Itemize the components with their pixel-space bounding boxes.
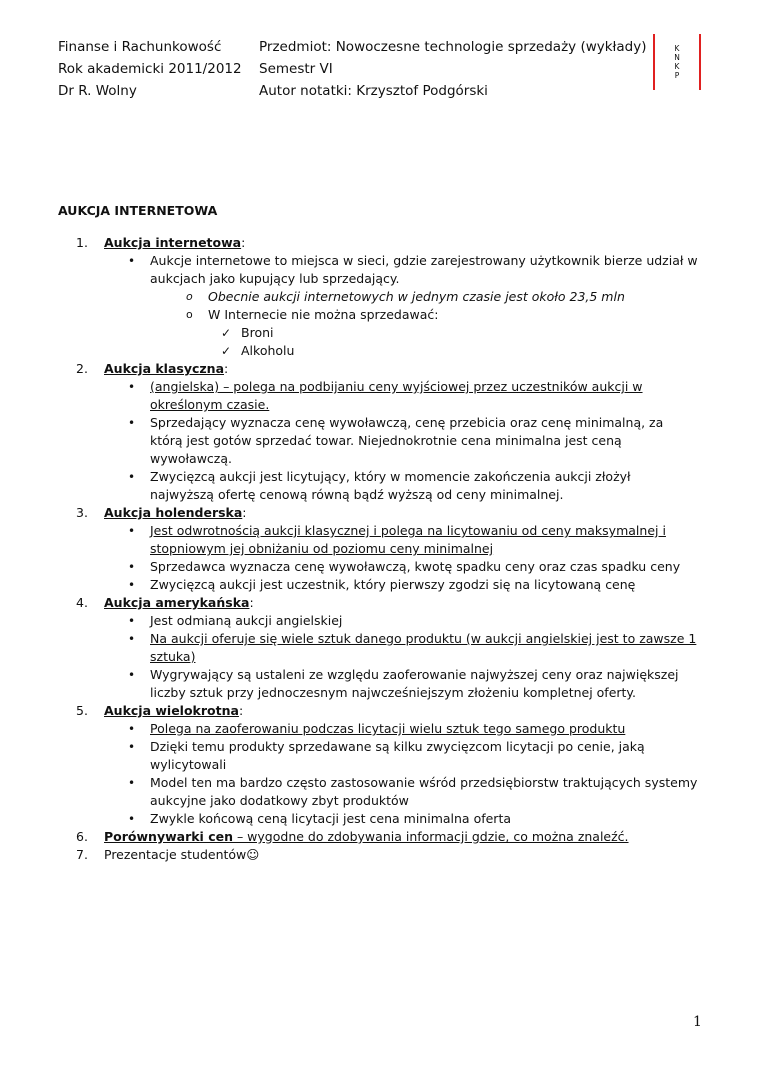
header-note-author: Autor notatki: Krzysztof Podgórski [259,83,488,99]
header-semester: Semestr VI [259,61,333,77]
section-heading: 1. Aukcja internetowa: [76,235,246,250]
bullet-item: • Aukcje internetowe to miejsca w sieci, gdzie zarejestrowany użytkownik bierze udział w aukcjach jako kupujący lub sprzedający. [58,252,698,288]
bullet-item: • Zwycięzcą aukcji jest licytujący, który w momencie zakończenia aukcji złożył najwyższą ofertę cenową równą bądź wyższą od ceny minimalnej. [58,468,698,504]
bullet-item: • Sprzedawca wyznacza cenę wywoławczą, kwotę spadku ceny oraz czas spadku ceny [58,558,698,576]
document-title: AUKCJA INTERNETOWA [58,203,218,218]
header-middle [259,36,647,102]
section-heading: 6. Porównywarki cen – wygodne do zdobywania informacji gdzie, co można znaleźć. [76,829,629,844]
bullet-item: • Polega na zaoferowaniu podczas licytacji wielu sztuk tego samego produktu [58,720,698,738]
section-title: Aukcja klasyczna [104,361,225,376]
bullet-item: • Jest odwrotnością aukcji klasycznej i polega na licytowaniu od ceny maksymalnej i stopniowym jej obniżaniu od poziomu ceny minimalnej [58,522,698,558]
check-item: ✓ Broni [58,324,698,342]
bullet-item: • Jest odmianą aukcji angielskiej [58,612,698,630]
section-title: Porównywarki cen [104,829,233,844]
section-title: Aukcja holenderska [104,505,243,520]
section-heading: 7. Prezentacje studentów☺ [76,847,260,862]
bullet-item: • Model ten ma bardzo często zastosowanie wśród przedsiębiorstw traktujących systemy aukcyjne jako dodatkowy zbyt produktów [58,774,698,810]
sub-item: o W Internecie nie można sprzedawać: [58,306,698,324]
header-subject: Przedmiot: Nowoczesne technologie sprzedaży (wykłady) [259,39,647,55]
section-heading: 5. Aukcja wielokrotna: [76,703,244,718]
section-heading: 2. Aukcja klasyczna: [76,361,229,376]
bullet-item: • Zwykle końcową ceną licytacji jest cena minimalna oferta [58,810,698,828]
section-title: Aukcja amerykańska [104,595,250,610]
section-title: Aukcja wielokrotna [104,703,239,718]
header-academic-year: Rok akademicki 2011/2012 [58,61,242,77]
section-text: Prezentacje studentów☺ [104,847,260,862]
header-field-of-study: Finanse i Rachunkowość [58,39,222,55]
section-heading: 4. Aukcja amerykańska: [76,595,254,610]
header-lecturer: Dr R. Wolny [58,83,137,99]
header-left [58,36,248,102]
section-title: Aukcja internetowa [104,235,242,250]
check-item: ✓ Alkoholu [58,342,698,360]
sub-item: o Obecnie aukcji internetowych w jednym czasie jest około 23,5 mln [58,288,698,306]
page-number: 1 [693,1014,702,1030]
document-body [58,234,698,864]
bullet-item: • Zwycięzcą aukcji jest uczestnik, który pierwszy zgodzi się na licytowaną cenę [58,576,698,594]
bullet-item: • Sprzedający wyznacza cenę wywoławczą, cenę przebicia oraz cenę minimalną, za którą jest gotów sprzedać towar. Niejednokrotnie cena minimalna jest ceną wywoławczą. [58,414,698,468]
bullet-item: • (angielska) – polega na podbijaniu ceny wyjściowej przez uczestników aukcji w określonym czasie. [58,378,698,414]
knkp-logo: K N K P [653,34,701,90]
bullet-item: • Dzięki temu produkty sprzedawane są kilku zwycięzcom licytacji po cenie, jaką wylicytowali [58,738,698,774]
bullet-item: • Wygrywający są ustaleni ze względu zaoferowanie najwyższej ceny oraz największej liczby sztuk przy jednoczesnym najwcześniejszym złożeniu kompletnej oferty. [58,666,698,702]
section-heading: 3. Aukcja holenderska: [76,505,247,520]
bullet-item: • Na aukcji oferuje się wiele sztuk danego produktu (w aukcji angielskiej jest to zawsze 1 sztuka) [58,630,698,666]
